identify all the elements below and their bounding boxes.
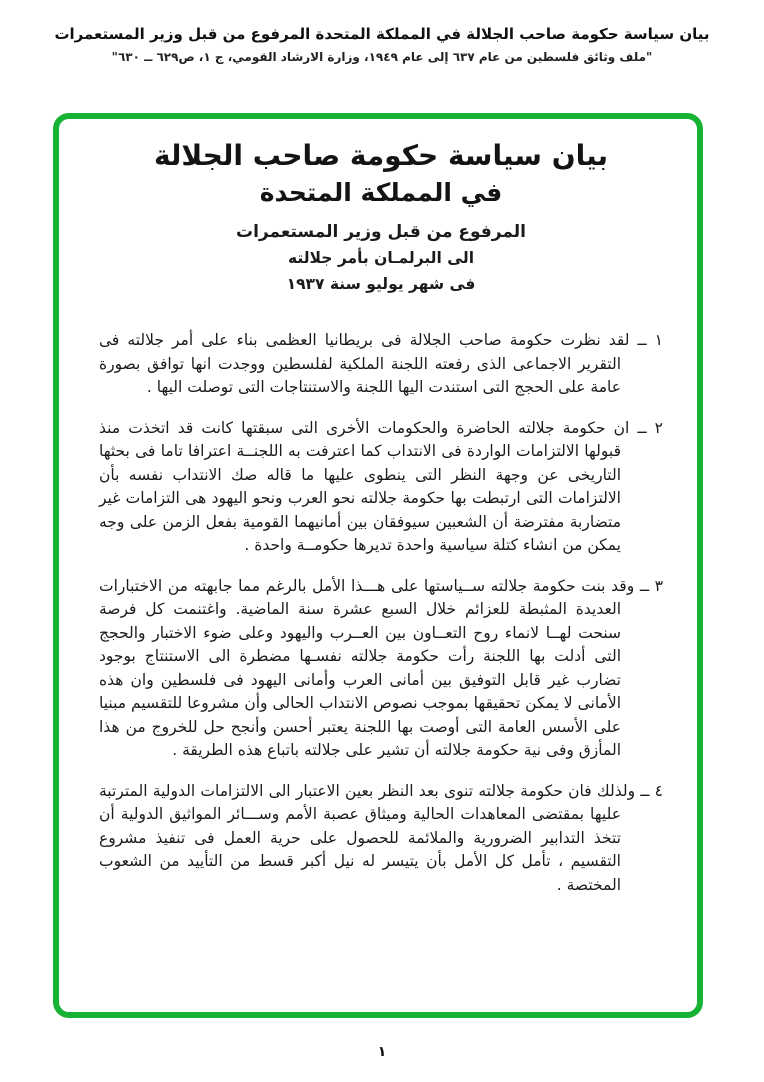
doc-paragraphs xyxy=(99,329,663,897)
paragraph-4 xyxy=(99,780,663,898)
paragraph-3 xyxy=(99,575,663,763)
doc-subtitle-line-2: الى البرلمـان بأمر جلالته xyxy=(287,249,475,267)
paragraph-3-marker: ٣ ــ xyxy=(639,576,663,595)
document-header xyxy=(0,0,764,64)
paragraph-2-marker: ٢ ــ xyxy=(637,418,663,437)
doc-title-line2: في المملكة المتحدة xyxy=(259,178,503,207)
paragraph-4-marker: ٤ ــ xyxy=(640,781,663,800)
paragraph-1 xyxy=(99,329,663,400)
doc-subtitles xyxy=(99,219,663,297)
paragraph-2-text: ان حكومة جلالته الحاضرة والحكومات الأخرى التى سبقتها كانت قد اتخذت منذ قبولها الالتزامات الواردة فى الانتداب كما اعترفت به اللجنــة اعترافا تاما فى بحثها التاريخى عن وجهة النظر التى ينطوى عليها ما قاله صك الانتداب نفسه بأن الالتزامات التى ارتبطت بها حكومة جلالته نحو العرب ونحو اليهود هى التزامات غير متضاربة مفترضة أن الشعبين سيوفقان بين أمانيهما القومية بفعل الزمن على وجه يمكن من انشاء كتلة سياسية واحدة تديرها حكومــة واحدة . xyxy=(99,418,630,554)
paragraph-1-text: لقد نظرت حكومة صاحب الجلالة فى بريطانيا العظمى بناء على أمر جلالته فى التقرير الاجماعى الذى رفعته اللجنة الملكية لفلسطين ووجدت انها توافق بصورة عامة على الحجج التى استندت اليها اللجنة والاستنتاجات التى توصلت اليها . xyxy=(99,331,630,396)
paragraph-2 xyxy=(99,417,663,558)
header-title: بيان سياسة حكومة صاحب الجلالة في المملكة المتحدة المرفوع من قبل وزير المستعمرات xyxy=(54,25,710,43)
paragraph-4-text: ولذلك فان حكومة جلالته تنوى بعد النظر بعين الاعتبار الى الالتزامات الدولية المترتبة عليها بمقتضى المعاهدات الحالية وميثاق عصبة الأمم وســـائر المواثيق الدولية أن تتخذ التدابير الضرورية والملائمة للحصول على حرية العمل فى تنفيذ مشروع التقسيم ، تأمل كل الأمل بأن يتيسر له نيل أكبر قسط من التأييد من الشعوب المختصة . xyxy=(99,781,636,894)
paragraph-1-marker: ١ ــ xyxy=(637,331,663,349)
page-number: ١ xyxy=(377,1044,387,1060)
doc-subtitle-line-3: فى شهر يوليو سنة ١٩٣٧ xyxy=(286,275,476,293)
document-frame xyxy=(53,113,703,1018)
doc-title-line1: بيان سياسة حكومة صاحب الجلالة xyxy=(153,139,609,172)
paragraph-3-text: وقد بنت حكومة جلالته ســياستها على هـــذا الأمل بالرغم مما جابهته من الاختبارات العديدة المثبطة للعزائم خلال السبع عشرة سنة الماضية. واغتنمت كل فرصة سنحت لهــا لانماء روح التعــاون بين العــرب واليهود وعلى ضوء الاختبار والحجج التى أدلت بها اللجنة رأت حكومة جلالته نفسـها مضطرة الى الاستنتاج بوجود تضارب غير قابل التوفيق بين أمانى العرب وأمانى اليهود فى فلسطين وان هذه الأمانى لا يمكن تحقيقها بموجب نصوص الانتداب الحالى وأن مشروعا للتقسيم مبنيا على الأسس العامة التى أوصت بها اللجنة يعتبر أحسن وأنجح حل للخروج من هذا المأزق وفى نية حكومة جلالته أن تشير على جلالته باتباع هذه الطريقة . xyxy=(99,576,635,759)
header-source-citation: "ملف وثائق فلسطين من عام ٦٣٧ إلى عام ١٩٤٩، وزارة الارشاد القومي، ج ١، ص٦٢٩ ــ ٦٣٠" xyxy=(111,50,653,64)
doc-subtitle-line-1: المرفوع من قبل وزير المستعمرات xyxy=(236,222,526,242)
